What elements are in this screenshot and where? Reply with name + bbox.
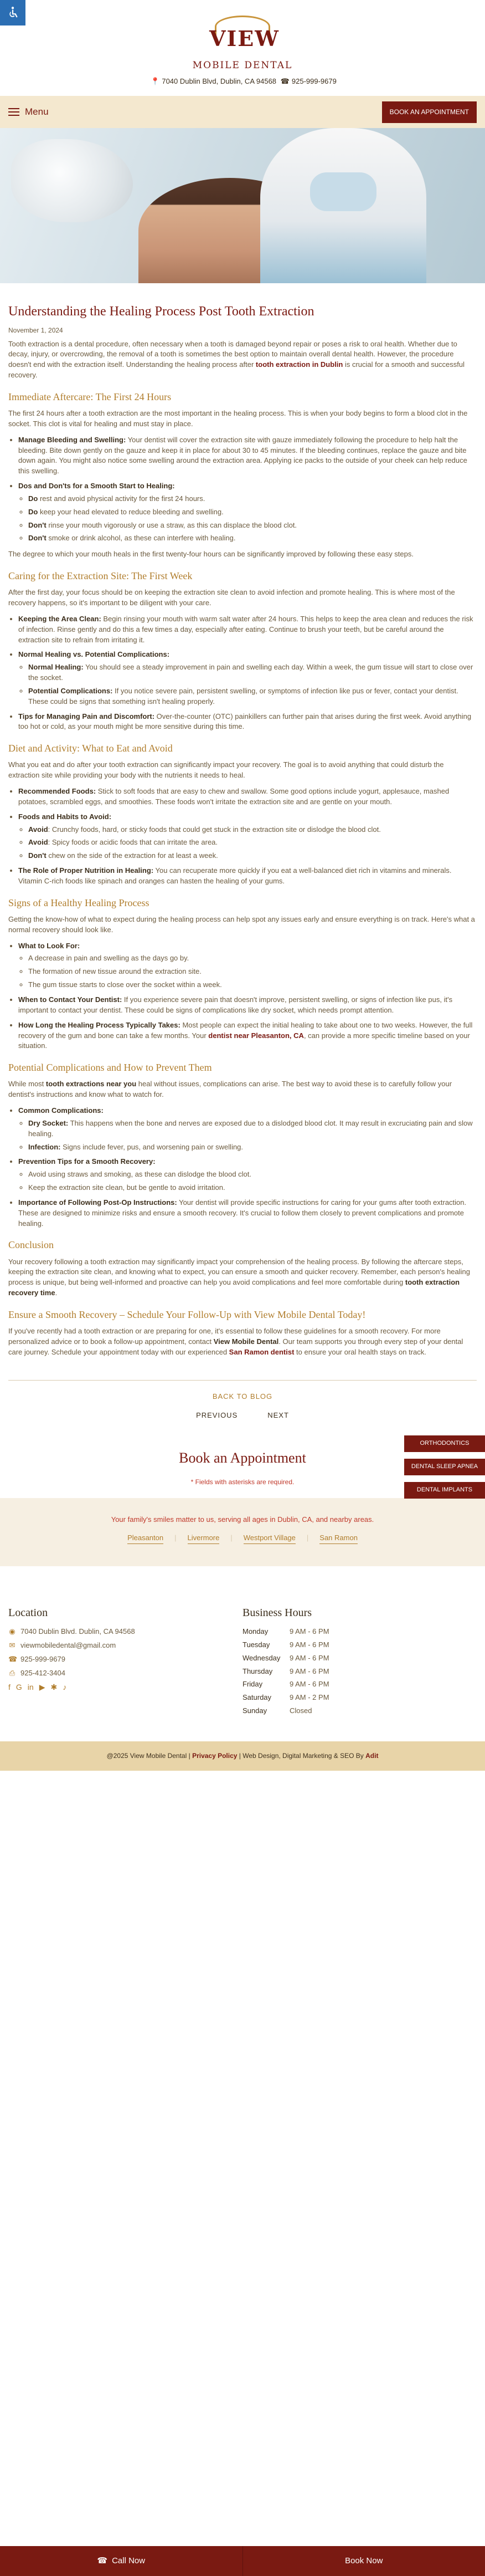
book-now-button[interactable]: Book Now bbox=[243, 2546, 485, 2576]
google-icon[interactable]: G bbox=[16, 1683, 22, 1692]
san-ramon-dentist-link[interactable]: San Ramon dentist bbox=[229, 1347, 295, 1356]
list-item: • Normal Healing vs. Potential Complications: ◦ Normal Healing: You should see a steady improvement in pain and swelling each day. Within a week, the gum tissue will start to close over the socket. ◦ Potential Complications: If you notice severe pain, persistent swelling, or symptoms of infection like pus or fever, contact your dentist. These could be signs that something isn't healing properly. bbox=[18, 650, 477, 707]
phone-icon: ☎ bbox=[280, 77, 290, 86]
copyright-bar: @2025 View Mobile Dental | Privacy Policy | Web Design, Digital Marketing & SEO By Adit bbox=[0, 1741, 485, 1771]
footer-address-link[interactable]: 7040 Dublin Blvd. Dublin, CA 94568 bbox=[20, 1627, 135, 1635]
tooth-extractions-near-you-link[interactable]: tooth extractions near you bbox=[45, 1080, 137, 1088]
navbar bbox=[0, 96, 485, 128]
appointment-title: Book an Appointment bbox=[179, 1450, 306, 1466]
city-links: Pleasanton | Livermore | Westport Village | San Ramon bbox=[0, 1533, 485, 1544]
service-area bbox=[0, 1498, 485, 1566]
city-link-pleasanton[interactable]: Pleasanton bbox=[127, 1533, 163, 1544]
list-item: ◦ Don't rinse your mouth vigorously or use a straw, as this can displace the blood clot. bbox=[28, 520, 477, 531]
social-links bbox=[8, 1681, 242, 1693]
list-item: ◦ Do rest and avoid physical activity for the first 24 hours. bbox=[28, 494, 477, 504]
previous-link[interactable]: PREVIOUS bbox=[196, 1411, 238, 1420]
side-buttons bbox=[404, 1435, 485, 1505]
list-item: • Importance of Following Post-Op Instructions: Your dentist will provide specific instructions for caring for your gums after tooth extraction. These are designed to minimize risks and ensure a smooth recovery. It's crucial to follow them closely to prevent complications and promote healing. bbox=[18, 1198, 477, 1229]
privacy-policy-link[interactable]: Privacy Policy bbox=[192, 1751, 238, 1760]
contact-line bbox=[0, 76, 485, 87]
map-pin-icon: ◉ bbox=[9, 1627, 16, 1635]
recovery-time-text: tooth extraction recovery time bbox=[8, 1278, 460, 1297]
list-item: • Common Complications: ◦ Dry Socket: This happens when the bone and nerves are exposed due to a dislodged blood clot. It may result in excruciating pain and slow healing. ◦ Infection: Signs include fever, pus, and worsening pain or swelling. bbox=[18, 1106, 477, 1152]
list-item: ◦ Potential Complications: If you notice severe pain, persistent swelling, or symptoms of infection like pus or fever, contact your dentist. These could be signs that something isn't healing properly. bbox=[28, 686, 477, 707]
list-item: ◦ A decrease in pain and swelling as the days go by. bbox=[28, 953, 477, 964]
section-heading: Conclusion bbox=[8, 1239, 54, 1251]
service-area-tagline: Your family's smiles matter to us, serving all ages in Dublin, CA, and nearby areas. bbox=[111, 1515, 374, 1524]
list-item: ◦ Infection: Signs include fever, pus, and worsening pain or swelling. bbox=[28, 1142, 477, 1153]
city-link-livermore[interactable]: Livermore bbox=[188, 1533, 220, 1544]
header-phone-link[interactable]: 925-999-9679 bbox=[291, 77, 337, 86]
back-to-blog-link[interactable]: BACK TO BLOG bbox=[212, 1392, 273, 1401]
list-item: ◦ Keep the extraction site clean, but be gentle to avoid irritation. bbox=[28, 1183, 477, 1193]
tooth-extraction-link[interactable]: tooth extraction in Dublin bbox=[255, 360, 343, 369]
list-item: ◦ Do keep your head elevated to reduce bleeding and swelling. bbox=[28, 507, 477, 518]
facebook-icon[interactable]: f bbox=[8, 1683, 11, 1692]
footer-phone-link[interactable]: 925-999-9679 bbox=[20, 1654, 65, 1663]
hours-row: Wednesday 9 AM - 6 PM bbox=[242, 1653, 329, 1662]
footer bbox=[0, 1566, 485, 1771]
location-title: Location bbox=[8, 1607, 48, 1619]
required-note: * Fields with asterisks are required. bbox=[190, 1478, 295, 1486]
hours-row: Saturday 9 AM - 2 PM bbox=[242, 1693, 329, 1702]
list-item: • Manage Bleeding and Swelling: Your dentist will cover the extraction site with gauze immediately following the procedure to help halt the bleeding. Bite down gently on the gauze and keep it in place for about 30 to 45 minutes. If the bleeding continues, replace the gauze and bite down again. You might also notice some swelling around the extraction area. Applying ice packs to the outside of your cheek can help reduce this swelling. bbox=[18, 435, 477, 477]
header-address-link[interactable]: 7040 Dublin Blvd, Dublin, CA 94568 bbox=[162, 77, 277, 86]
intro-paragraph: Tooth extraction is a dental procedure, often necessary when a tooth is damaged beyond repair or poses a risk to oral health. Whether due to decay, injury, or overcrowding, the removal of a tooth is sometimes the best option to maintain overall dental health. However, the procedure doesn't end with the extraction itself. Understanding the healing process after tooth extraction in Dublin is crucial for a smooth and successful recovery. bbox=[8, 339, 465, 380]
list-item: ◦ Avoid: Spicy foods or acidic foods that can irritate the area. bbox=[28, 837, 477, 848]
dental-implants-button[interactable]: DENTAL IMPLANTS bbox=[404, 1482, 485, 1499]
list bbox=[18, 941, 477, 1052]
fax-icon: ⎙ bbox=[9, 1668, 16, 1677]
section-heading: Immediate Aftercare: The First 24 Hours bbox=[8, 391, 172, 402]
hours-row: Monday 9 AM - 6 PM bbox=[242, 1627, 329, 1635]
hours-row: Friday 9 AM - 6 PM bbox=[242, 1680, 329, 1689]
dentist-pleasanton-link[interactable]: dentist near Pleasanton, CA bbox=[208, 1031, 304, 1040]
list-item: • Foods and Habits to Avoid: ◦ Avoid: Crunchy foods, hard, or sticky foods that could get stuck in the extraction site or dislodge the blood clot. ◦ Avoid: Spicy foods or acidic foods that can irritate the area. ◦ Don't chew on the side of the extraction for at least a week. bbox=[18, 812, 477, 861]
list-item: ◦ Dry Socket: This happens when the bone and nerves are exposed due to a dislodged blood clot. It may result in excruciating pain and slow healing. bbox=[28, 1118, 477, 1139]
book-appointment-button[interactable]: BOOK AN APPOINTMENT bbox=[382, 101, 477, 123]
hamburger-icon bbox=[8, 108, 19, 116]
section-heading: Potential Complications and How to Prevent Them bbox=[8, 1062, 212, 1074]
accessibility-icon[interactable] bbox=[0, 0, 25, 25]
list-item: • Prevention Tips for a Smooth Recovery: ◦ Avoid using straws and smoking, as these can dislodge the blood clot. ◦ Keep the extraction site clean, but be gentle to avoid irritation. bbox=[18, 1157, 477, 1193]
hours-row: Tuesday 9 AM - 6 PM bbox=[242, 1640, 329, 1649]
list bbox=[18, 1106, 477, 1229]
section-heading: Caring for the Extraction Site: The First Week bbox=[8, 570, 193, 582]
menu-label: Menu bbox=[25, 106, 49, 117]
dental-sleep-apnea-button[interactable]: DENTAL SLEEP APNEA bbox=[404, 1459, 485, 1475]
list-item: • What to Look For: ◦ A decrease in pain and swelling as the days go by. ◦ The formation of new tissue around the extraction site. ◦ The gum tissue starts to close over the socket within a week. bbox=[18, 941, 477, 990]
site-header bbox=[0, 0, 485, 128]
bottom-action-bar bbox=[0, 2546, 485, 2576]
map-pin-icon: 📍 bbox=[151, 77, 160, 86]
list-item: ◦ Avoid using straws and smoking, as these can dislodge the blood clot. bbox=[28, 1169, 477, 1180]
tiktok-icon[interactable]: ♪ bbox=[63, 1683, 67, 1692]
yelp-icon[interactable]: ✱ bbox=[50, 1683, 58, 1692]
list-item: ◦ Normal Healing: You should see a steady improvement in pain and swelling each day. Within a week, the gum tissue will start to close over the socket. bbox=[28, 662, 477, 683]
footer-email-link[interactable]: viewmobiledental@gmail.com bbox=[20, 1640, 116, 1649]
list-item: • Keeping the Area Clean: Begin rinsing your mouth with warm salt water after 24 hours. This helps to keep the area clean and reduces the risk of infection. Rinse gently and do this a few times a day, especially after eating. Continue to brush your teeth, but be careful around the extraction site to refrain from irritating it. bbox=[18, 614, 477, 646]
youtube-icon[interactable]: ▶ bbox=[39, 1683, 45, 1692]
linkedin-icon[interactable]: in bbox=[27, 1683, 34, 1692]
list bbox=[18, 614, 477, 732]
list-item: • Dos and Don'ts for a Smooth Start to Healing: ◦ Do rest and avoid physical activity for the first 24 hours. ◦ Do keep your head elevated to reduce bleeding and swelling. ◦ Don't rinse your mouth vigorously or use a straw, as this can displace the blood clot. ◦ Don't smoke or drink alcohol, as these can interfere with healing. bbox=[18, 481, 477, 544]
list-item: • Recommended Foods: Stick to soft foods that are easy to chew and swallow. Some good options include yogurt, applesauce, mashed potatoes, scrambled eggs, and smoothies. These foods won't irritate the extraction site and are gentle on your mouth. bbox=[18, 786, 477, 807]
hours-row: Thursday 9 AM - 6 PM bbox=[242, 1667, 329, 1675]
hours-column bbox=[242, 1605, 477, 1719]
list-item: ◦ The gum tissue starts to close over the socket within a week. bbox=[28, 980, 477, 990]
logo[interactable] bbox=[0, 0, 485, 72]
phone-icon: ☎ bbox=[8, 1654, 18, 1663]
email-icon: ✉ bbox=[9, 1640, 16, 1649]
list-item: ◦ Don't smoke or drink alcohol, as these can interfere with healing. bbox=[28, 533, 477, 544]
hero-image bbox=[0, 128, 485, 283]
location-column bbox=[8, 1605, 242, 1719]
list-item: ◦ Don't chew on the side of the extraction for at least a week. bbox=[28, 851, 477, 861]
logo-subtitle: MOBILE DENTAL bbox=[192, 59, 293, 71]
section-heading: Ensure a Smooth Recovery – Schedule Your Follow-Up with View Mobile Dental Today! bbox=[8, 1309, 366, 1320]
post-navigation bbox=[0, 1381, 485, 1427]
hours-title: Business Hours bbox=[242, 1607, 312, 1619]
city-link-san-ramon[interactable]: San Ramon bbox=[319, 1533, 358, 1544]
list bbox=[18, 786, 477, 887]
section-heading: Diet and Activity: What to Eat and Avoid bbox=[8, 743, 173, 754]
menu-button[interactable] bbox=[8, 105, 49, 119]
phone-icon: ☎ bbox=[97, 2556, 108, 2566]
article-date: November 1, 2024 bbox=[8, 326, 63, 335]
article-title: Understanding the Healing Process Post Tooth Extraction bbox=[8, 304, 314, 319]
list-item: • How Long the Healing Process Typically Takes: Most people can expect the initial healing to take about one to two weeks. However, the full recovery of the gum and bone can take a few months. Your dentist near Pleasanton, CA, can provide a more specific timeline based on your situation. bbox=[18, 1020, 477, 1052]
list-item: • Tips for Managing Pain and Discomfort: Over-the-counter (OTC) painkillers can further pain that arises during the first week. Avoid anything too hot or cold, as your mouth might be more sensitive during this time. bbox=[18, 712, 477, 733]
next-link[interactable]: NEXT bbox=[267, 1411, 289, 1420]
list-item: • The Role of Proper Nutrition in Healing: You can recuperate more quickly if you eat a well-balanced diet rich in vitamins and minerals. Vitamin C-rich foods like spinach and oranges can hasten the healing of your gums. bbox=[18, 866, 477, 887]
list-item: ◦ Avoid: Crunchy foods, hard, or sticky foods that could get stuck in the extraction site or dislodge the blood clot. bbox=[28, 825, 477, 835]
list bbox=[18, 435, 477, 544]
adit-link[interactable]: Adit bbox=[365, 1751, 379, 1760]
city-link-westport-village[interactable]: Westport Village bbox=[244, 1533, 296, 1544]
list-item: ◦ The formation of new tissue around the extraction site. bbox=[28, 967, 477, 977]
logo-text: VIEW bbox=[209, 26, 280, 51]
list-item: • When to Contact Your Dentist: If you experience severe pain that doesn't improve, persistent swelling, or signs of infection like pus, it's important to contact your dentist. These could be signs of complications like dry socket, which needs prompt attention. bbox=[18, 995, 477, 1016]
article: Understanding the Healing Process Post Tooth Extraction November 1, 2024 Tooth extraction is a dental procedure, often necessary when a tooth is damaged beyond repair or poses a risk to oral health. Whether due to decay, injury, or overcrowding, the removal of a tooth is sometimes the best option to maintain overall dental health. However, the procedure doesn't end with the extraction itself. Understanding the healing process after tooth extraction in Dublin is crucial for a smooth and successful recovery. Immediate Aftercare: The First 24 Hours The first 24 hours after a tooth extraction are the most important in the healing process. This is when your body begins to form a blood clot in the socket. This clot is vital for healing and must stay in place. • Manage Bleeding and Swelling: Your dentist will cover the extraction site with gauze immediately following the procedure to help halt the bleeding. Bite down gently on the gauze and keep it in place for about 30 to 45 minutes. If the bleeding continues, replace the gauze and bite down again. You might also notice some swelling around the extraction area. Applying ice packs to the outside of your cheek can help reduce this swelling. • Dos and Don'ts for a Smooth Start to Healing: ◦ Do rest and avoid physical activity for the first 24 hours. ◦ Do keep your head elevated to reduce bleeding and swelling. ◦ Don't rinse your mouth vigorously or use a straw, as this can displace the blood clot. ◦ Don't smoke or drink alcohol, as these can interfere with healing. The degree to which your mouth heals in the first twenty-four hours can be significantly improved by following these easy steps. Caring for the Extraction Site: The First Week After the first day, your focus should be on keeping the extraction site clean to avoid infection and promote healing. This is where most of the recovery happens, so it's important to be diligent with your care. • Keeping the Area Clean: Begin rinsing your mouth with warm salt water after 24 hours. This helps to keep the area clean and reduces the risk of infection. Rinse gently and do this a few times a day, especially after eating. Continue to brush your teeth, but be careful around the extraction site to refrain from irritating it. • Normal Healing vs. Potential Complications: ◦ Normal Healing: You should see a steady improvement in pain and swelling each day. Within a week, the gum tissue will start to close over the socket. ◦ Potential Complications: If you notice severe pain, persistent swelling, or symptoms of infection like pus or fever, contact your dentist. These could be signs that something isn't healing properly. • Tips for Managing Pain and Discomfort: Over-the-counter (OTC) painkillers can further pain that arises during the first week. Avoid anything too hot or cold, as your mouth might be more sensitive during this time. Diet and Activity: What to Eat and Avoid What you eat and do after your tooth extraction can significantly impact your recovery. The goal is to avoid anything that could disturb the extraction site while providing your body with the nutrients it needs to heal. • Recommended Foods: Stick to soft foods that are easy to chew and swallow. Some good options include yogurt, applesauce, mashed potatoes, scrambled eggs, and smoothies. These foods won't irritate the extraction site and are gentle on your mouth. • Foods and Habits to Avoid: ◦ Avoid: Crunchy foods, hard, or sticky foods that could get stuck in the extraction site or dislodge the blood clot. ◦ Avoid: Spicy foods or acidic foods that can irritate the area. ◦ Don't chew on the side of the extraction for at least a week. • The Role of Proper Nutrition in Healing: You can recuperate more quickly if you eat a well-balanced diet rich in vitamins and minerals. Vitamin C-rich foods like spinach and oranges can hasten the healing of your gums. Signs of a Healthy Healing Process Getting the know-how of what to expect during the healing process can help spot any issues early and ensure everything is on track. Here's what a normal recovery should look like. • What to Look For: ◦ A decrease in pain and swelling as the days go by. ◦ The formation of new tissue around the extraction site. ◦ The gum tissue starts to close over the socket within a week. • When to Contact Your Dentist: If you experience severe pain that doesn't improve, persistent swelling, or signs of infection like pus, it's important to contact your dentist. These could be signs of complications like dry socket, which needs prompt attention. • How Long the Healing Process Typically Takes: Most people can expect the initial healing to take about one to two weeks. However, the full recovery of the gum and bone can take a few months. Your dentist near Pleasanton, CA, can provide a more specific timeline based on your situation. Potential Complications and How to Prevent Them While most tooth extractions near you heal without issues, complications can arise. The best way to avoid these is to carefully follow your dentist's instructions and know what to watch for. • Common Complications: ◦ Dry Socket: This happens when the bone and nerves are exposed due to a dislodged blood clot. It may result in excruciating pain and slow healing. ◦ Infection: Signs include fever, pus, and worsening pain or swelling. • Prevention Tips for a Smooth Recovery: ◦ Avoid using straws and smoking, as these can dislodge the blood clot. ◦ Keep the extraction site clean, but be gentle to avoid irritation. • Importance of Following Post-Op Instructions: Your dentist will provide specific instructions for caring for your gums after tooth extraction. These are designed to minimize risks and ensure a smooth recovery. It's crucial to follow them closely to prevent complications and promote healing. Conclusion Your recovery following a tooth extraction may significantly impact your comprehension of the healing process. By following the aftercare steps, keeping the extraction site clean, and knowing what to expect, you can ensure a smooth and quicker recovery. Remember, each person's healing process is unique, but being well-informed and proactive can help you avoid complications and feel more comfortable during tooth extraction recovery time. Ensure a Smooth Recovery – Schedule Your Follow-Up with View Mobile Dental Today! If you've recently had a tooth extraction or are preparing for one, it's essential to follow these guidelines for a smooth recovery. For more personalized advice or to book a follow-up appointment, contact View Mobile Dental. Our team supports you through every step of your dental care journey. Schedule your appointment today with our experienced San Ramon dentist to ensure your oral health stays on track. bbox=[0, 283, 485, 1368]
section-heading: Signs of a Healthy Healing Process bbox=[8, 897, 149, 908]
hours-row: Sunday Closed bbox=[242, 1706, 312, 1715]
call-now-button[interactable]: ☎ Call Now bbox=[0, 2546, 243, 2576]
orthodontics-button[interactable]: ORTHODONTICS bbox=[404, 1435, 485, 1452]
footer-fax-link[interactable]: 925-412-3404 bbox=[20, 1668, 65, 1677]
